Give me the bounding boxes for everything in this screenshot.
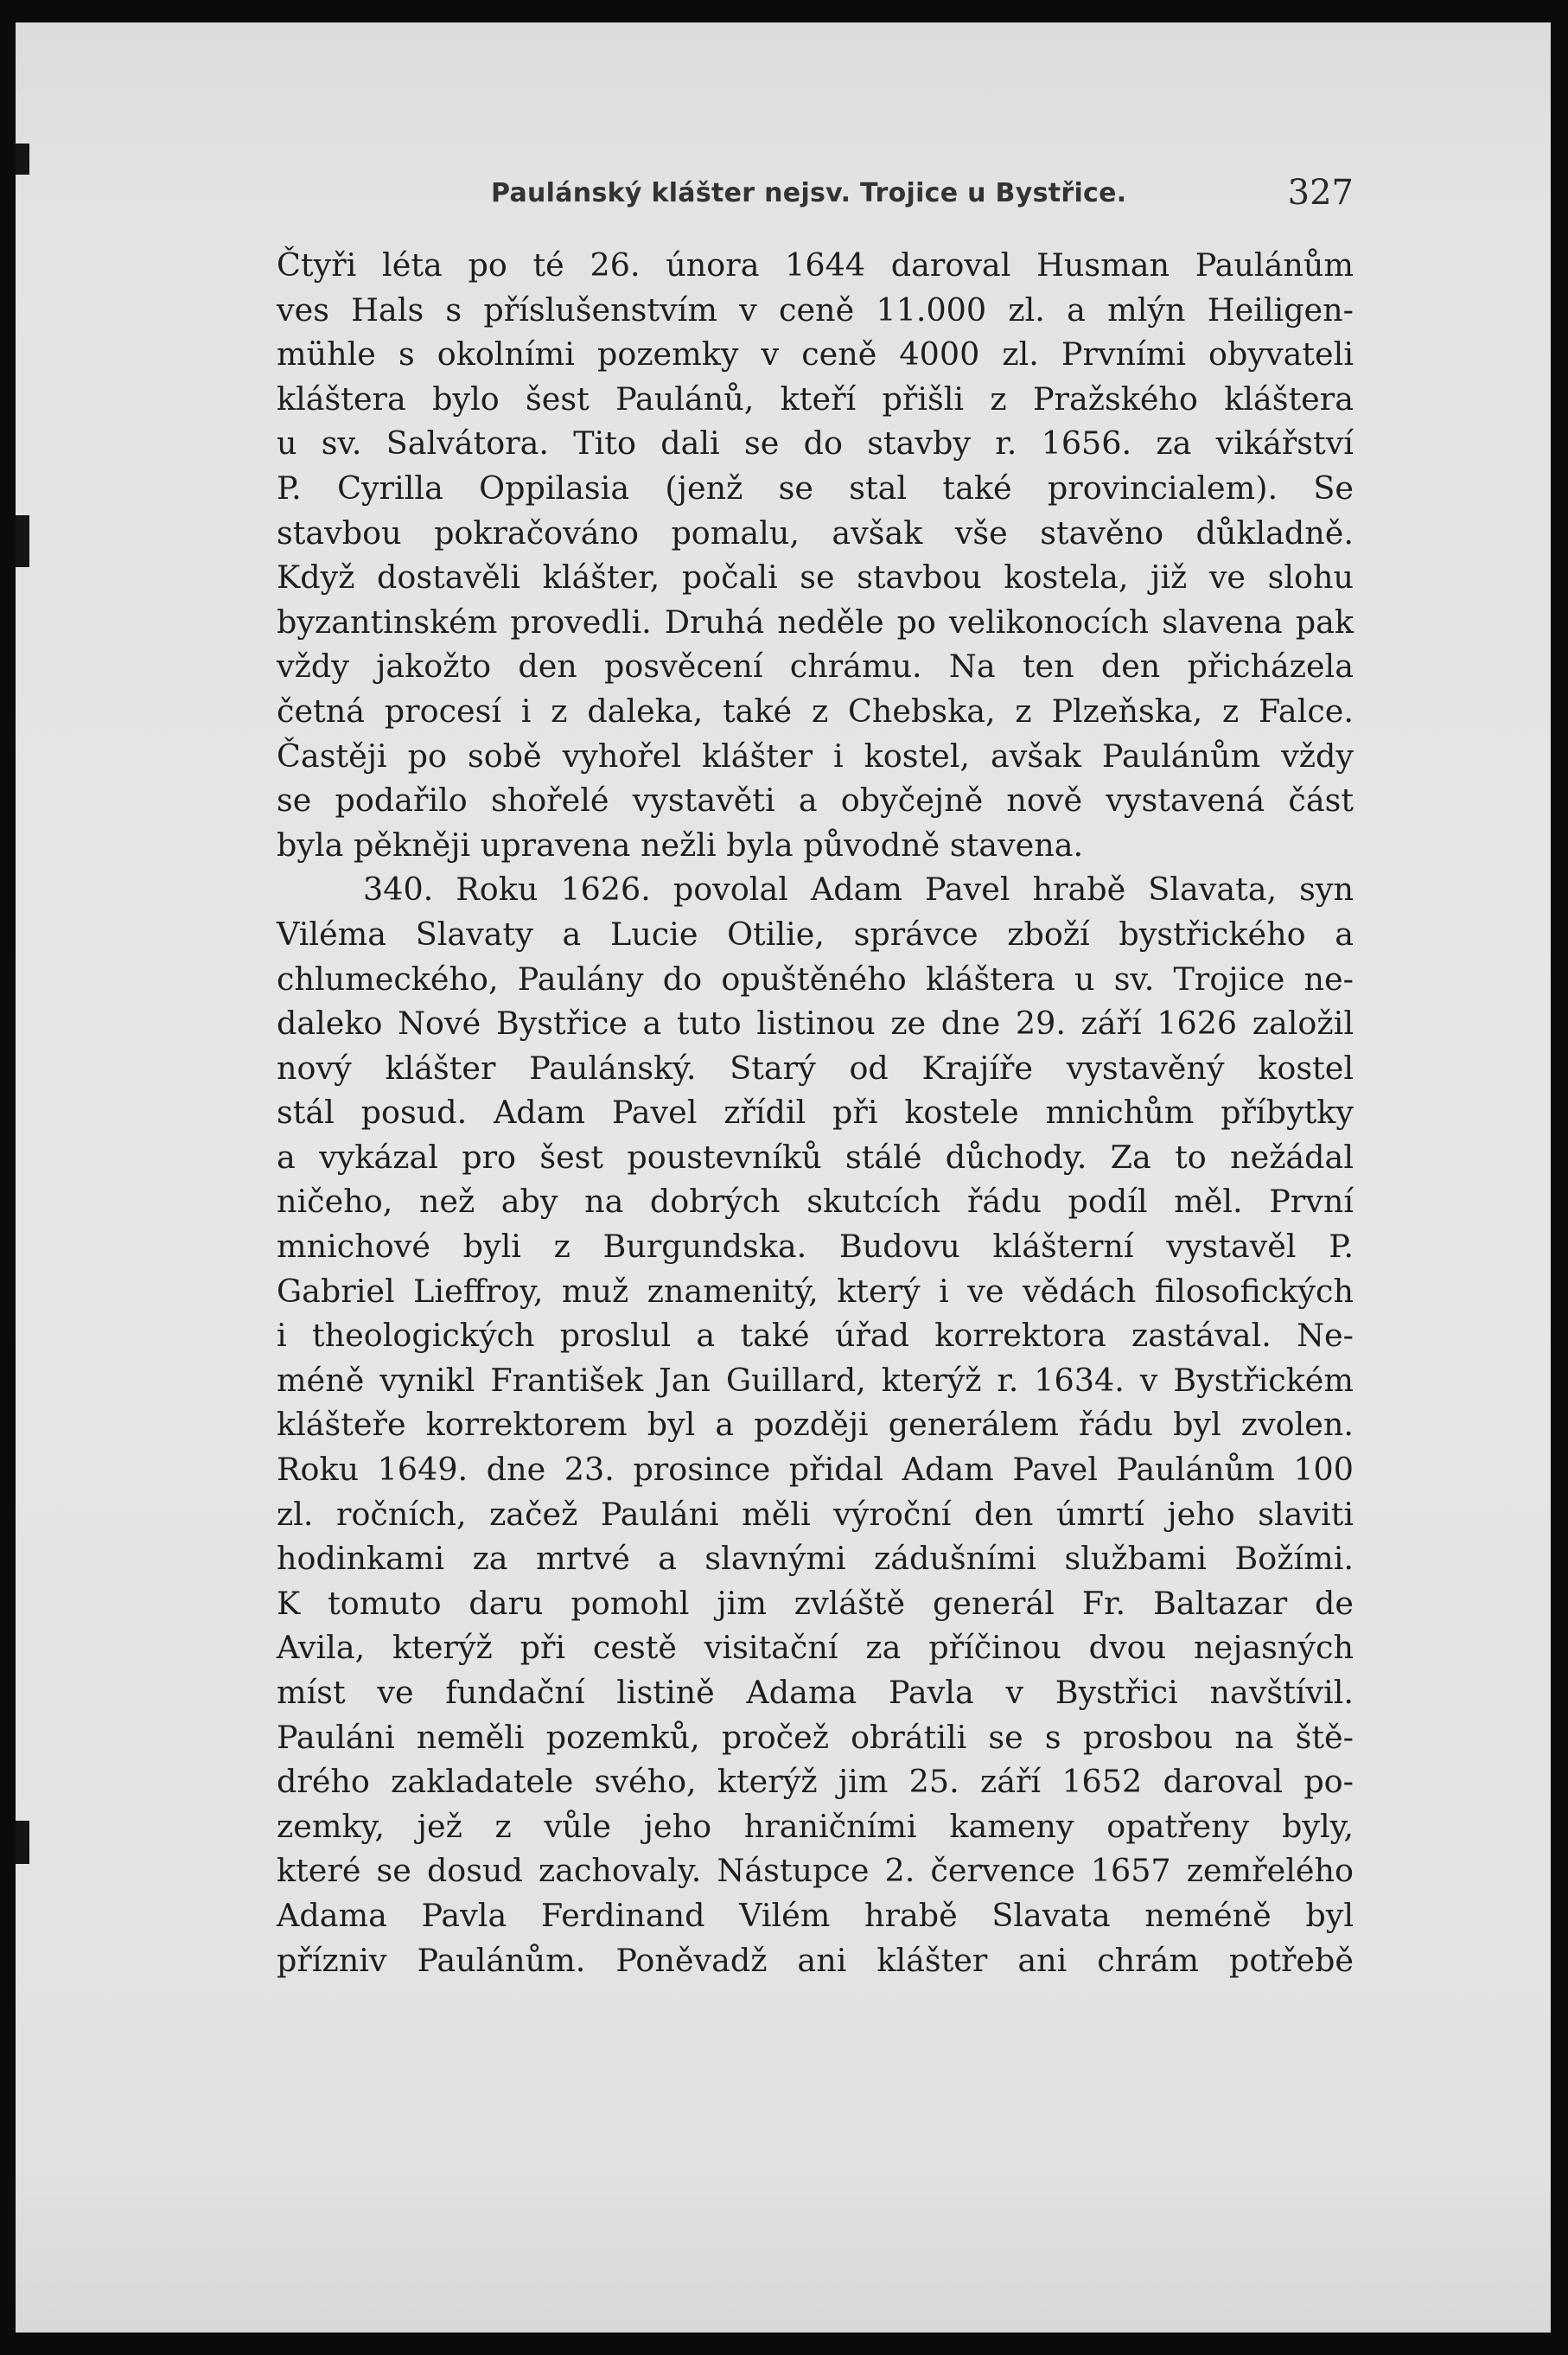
text-line: se podařilo shořelé vystavěti a obyčejně nově vystavená část	[277, 782, 1354, 820]
running-head: Paulánský klášter nejsv. Trojice u Bystřice.	[491, 178, 1127, 208]
text-line: Gabriel Lieffroy, muž znamenitý, který i ve vědách filosofických	[277, 1272, 1354, 1310]
text-line: P. Cyrilla Oppilasia (jenž se stal také provincialem). Se	[277, 469, 1354, 507]
text-line: K tomuto daru pomohl jim zvláště generál Fr. Baltazar de	[277, 1584, 1354, 1622]
text-line: klášteře korrektorem byl a později generálem řádu byl zvolen.	[277, 1406, 1354, 1444]
text-line: které se dosud zachovaly. Nástupce 2. července 1657 zemřelého	[277, 1852, 1354, 1890]
text-line: stál posud. Adam Pavel zřídil při kostele mnichům příbytky	[277, 1094, 1354, 1132]
text-line: a vykázal pro šest poustevníků stálé důchody. Za to nežádal	[277, 1138, 1354, 1176]
text-line: ves Hals s příslušenstvím v ceně 11.000 zl. a mlýn Heiligen-	[277, 290, 1354, 329]
binding-mark	[16, 1821, 29, 1864]
text-line: i theologických proslul a také úřad korrektora zastával. Ne-	[277, 1317, 1354, 1355]
text-line: Avila, kterýž při cestě visitační za příčinou dvou nejasných	[277, 1629, 1354, 1667]
text-line: Viléma Slavaty a Lucie Otilie, správce zboží bystřického a	[277, 915, 1354, 953]
text-line: Roku 1649. dne 23. prosince přidal Adam Pavel Paulánům 100	[277, 1451, 1354, 1489]
book-page	[16, 22, 1551, 2333]
text-line: byzantinském provedli. Druhá neděle po velikonocích slavena pak	[277, 603, 1354, 641]
text-line: hodinkami za mrtvé a slavnými zádušními službami Božími.	[277, 1540, 1354, 1578]
text-line: kláštera bylo šest Paulánů, kteří přišli z Pražského kláštera	[277, 380, 1354, 418]
text-line: míst ve fundační listině Adama Pavla v Bystřici navštívil.	[277, 1674, 1354, 1711]
text-line: nový klášter Paulánský. Starý od Krajíře vystavěný kostel	[277, 1049, 1354, 1087]
binding-mark	[16, 515, 29, 567]
text-line: Pauláni neměli pozemků, pročež obrátili se s prosbou na ště-	[277, 1718, 1354, 1756]
text-line: zemky, jež z vůle jeho hraničními kameny opatřeny byly,	[277, 1807, 1354, 1845]
text-line: 340. Roku 1626. povolal Adam Pavel hrabě Slavata, syn	[363, 871, 1354, 909]
text-line: Když dostavěli klášter, počali se stavbou kostela, již ve slohu	[277, 558, 1354, 597]
text-line: ničeho, než aby na dobrých skutcích řádu podíl měl. První	[277, 1183, 1354, 1221]
text-line: u sv. Salvátora. Tito dali se do stavby r. 1656. za vikářství	[277, 424, 1354, 463]
text-line: zl. ročních, začež Pauláni měli výroční den úmrtí jeho slaviti	[277, 1495, 1354, 1533]
text-line: přízniv Paulánům. Poněvadž ani klášter ani chrám potřebě	[277, 1941, 1354, 1979]
text-line: Čtyři léta po té 26. února 1644 daroval Husman Paulánům	[277, 246, 1354, 284]
text-line: chlumeckého, Paulány do opuštěného kláštera u sv. Trojice ne-	[277, 960, 1354, 998]
text-line: drého zakladatele svého, kterýž jim 25. září 1652 daroval po-	[277, 1763, 1354, 1801]
page-header	[268, 173, 1354, 228]
text-line: stavbou pokračováno pomalu, avšak vše stavěno důkladně.	[277, 514, 1354, 552]
text-line: daleko Nové Bystřice a tuto listinou ze dne 29. září 1626 založil	[277, 1005, 1354, 1043]
text-line: četná procesí i z daleka, také z Chebska, z Plzeňska, z Falce.	[277, 692, 1354, 730]
text-line: byla pěkněji upravena nežli byla původně stavena.	[277, 826, 1084, 864]
text-line: Adama Pavla Ferdinand Vilém hrabě Slavata neméně byl	[277, 1896, 1354, 1934]
text-line: mühle s okolními pozemky v ceně 4000 zl. Prvními obyvateli	[277, 335, 1354, 373]
binding-mark	[16, 144, 29, 175]
page-number: 327	[1287, 173, 1354, 213]
text-line: mnichové byli z Burgundska. Budovu klášterní vystavěl P.	[277, 1228, 1354, 1266]
text-line: méně vynikl František Jan Guillard, kterýž r. 1634. v Bystřickém	[277, 1361, 1354, 1399]
text-line: vždy jakožto den posvěcení chrámu. Na ten den přicházela	[277, 648, 1354, 686]
body-text	[277, 243, 1354, 1982]
text-line: Častěji po sobě vyhořel klášter i kostel, avšak Paulánům vždy	[277, 737, 1354, 775]
